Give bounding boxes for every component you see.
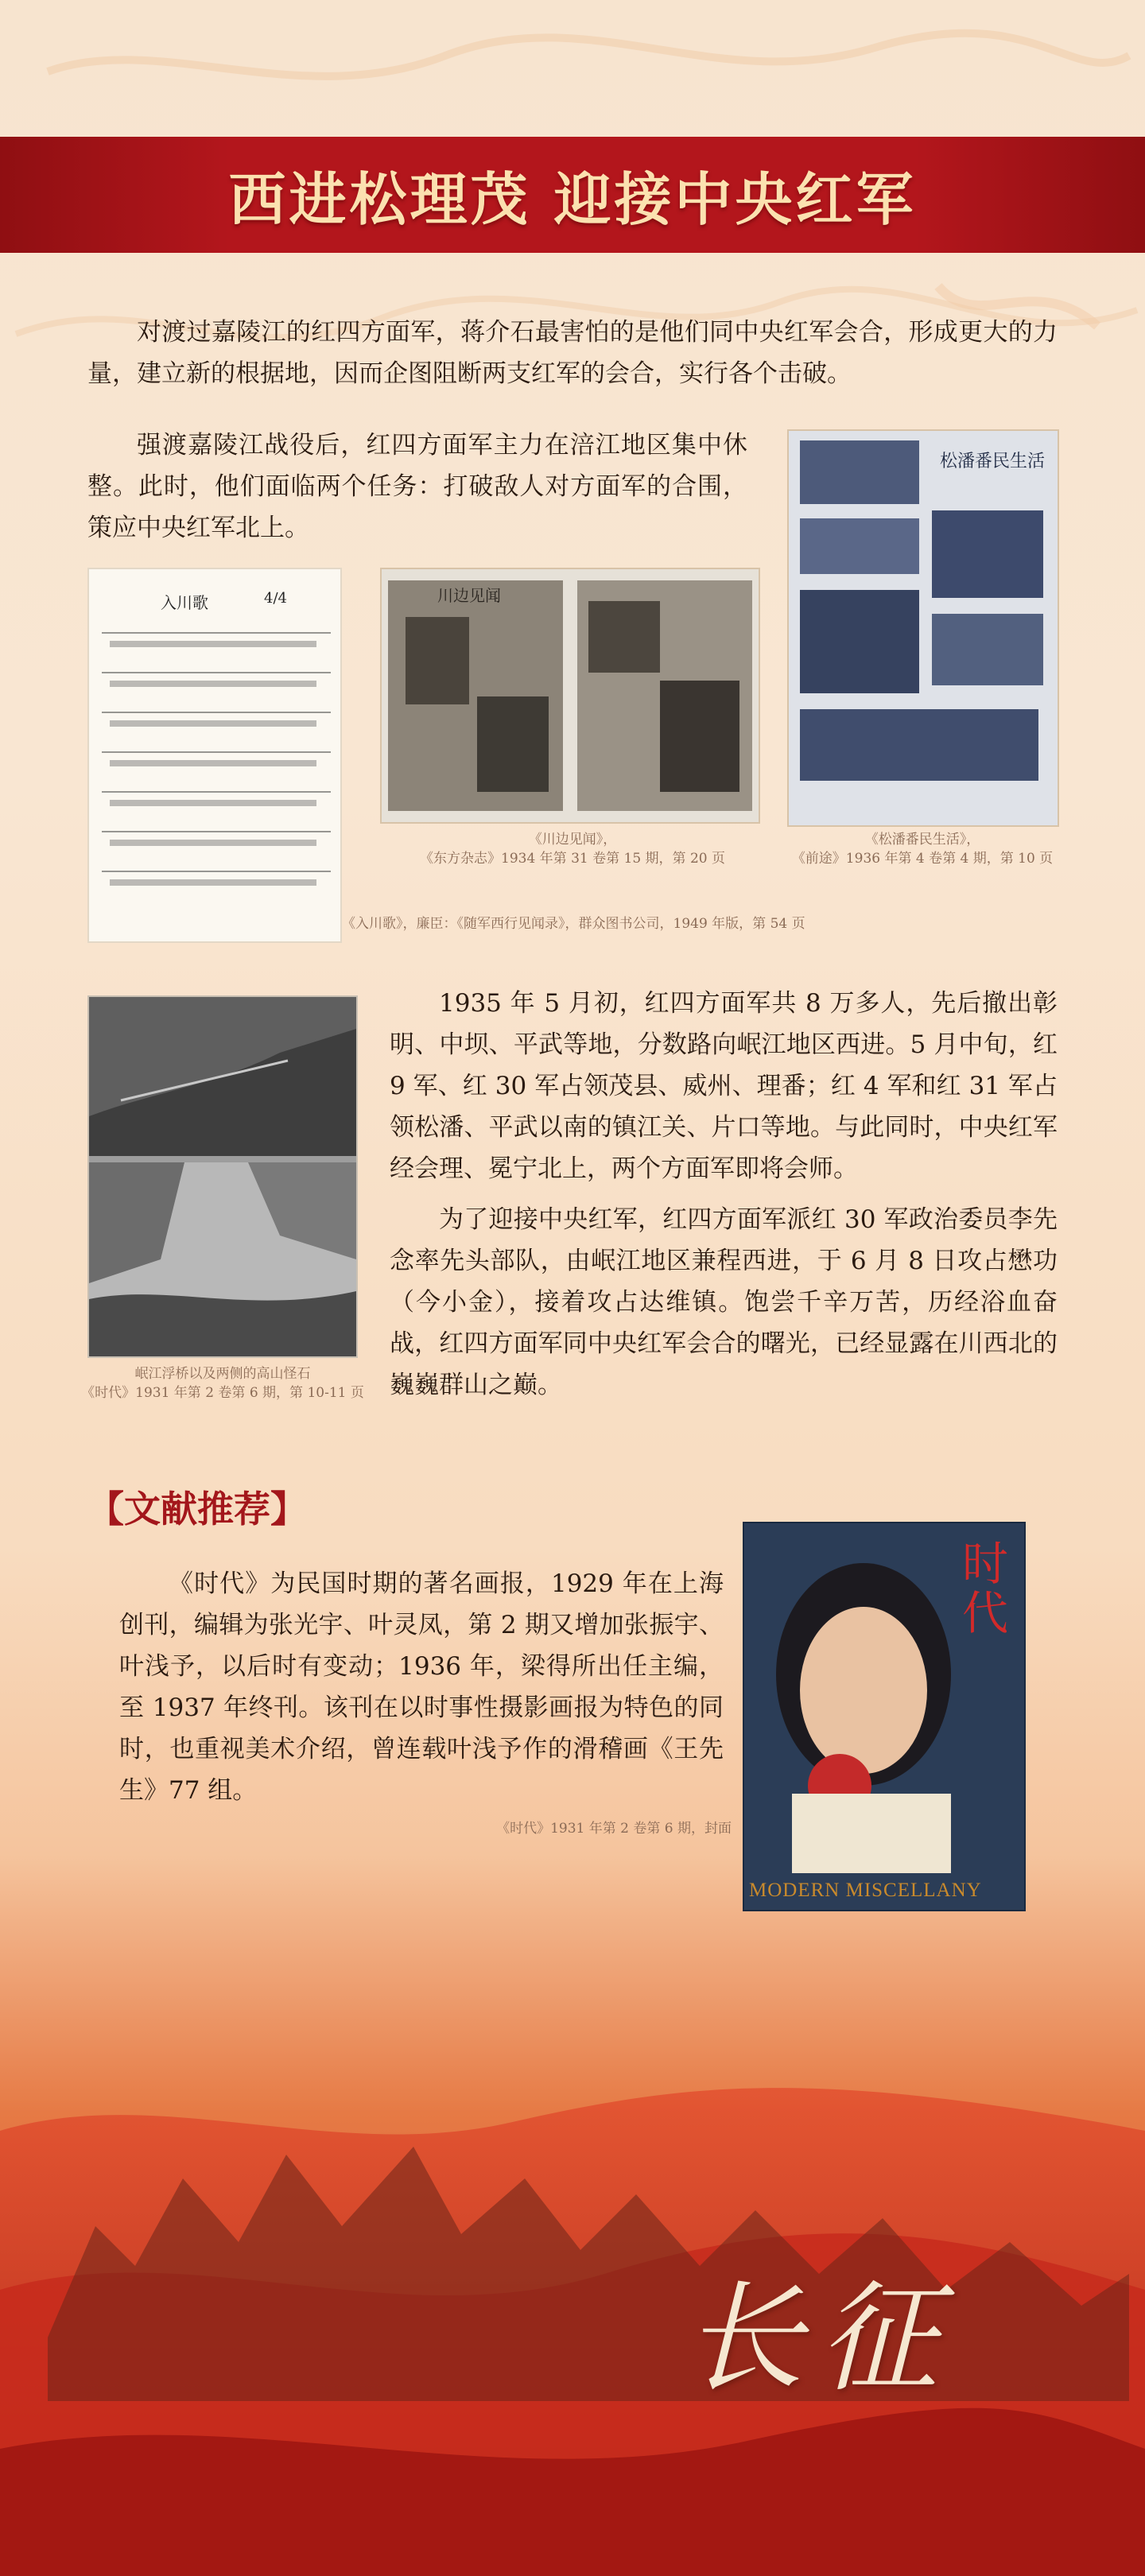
caption-magazine-chuanbian-1: 《川边见闻》， (528, 832, 617, 848)
magazine-chuanbian-photo (380, 568, 760, 824)
song-sheet-image (87, 568, 342, 943)
long-march-calligraphy: 长征 (684, 2270, 955, 2408)
caption-river-1: 岷江浮桥以及两侧的高山怪石 (134, 1366, 311, 1382)
magazine-chuanbian-illustration (382, 569, 759, 822)
song-sheet-notation (102, 625, 331, 927)
magazine-cover-image (743, 1522, 1026, 1911)
sculpture-silhouette (0, 1892, 1145, 2576)
title-banner (0, 137, 1145, 253)
caption-magazine-songpan-1: 《松潘番民生活》， (864, 832, 980, 848)
river-bridge-illustration (89, 997, 356, 1356)
cover-subtitle: MODERN MISCELLANY (749, 1880, 982, 1901)
intro-paragraph: 对渡过嘉陵江的红四方面军，蒋介石最害怕的是他们同中央红军会合，形成更大的力量，建立新的根据地，因而企图阻断两支红军的会合，实行各个击破。 (87, 318, 1058, 388)
caption-song-sheet: 《入川歌》，廉臣：《随军西行见闻录》，群众图书公司，1949 年版，第 54 页 (342, 916, 805, 932)
vanguard-paragraph: 为了迎接中央红军，红四方面军派红 30 军政治委员李先念率先头部队，由岷江地区兼程西进，于 6 月 8 日攻占懋功（今小金），接着攻占达维镇。饱尝千辛万苦，历经浴血奋战，红四方面军同中央红军会合的曙光，已经显露在川西北的巍巍群山之巅。 (390, 1205, 1058, 1399)
westward-march-paragraph: 1935 年 5 月初，红四方面军共 8 万多人，先后撤出彰明、中坝、平武等地，分数路向岷江地区西进。5 月中旬，红 9 军、红 30 军占领茂县、威州、理番；红 4 军和红 31 军占领松潘、平武以南的镇江关、片口等地。与此同时，中央红军经会理、冕宁北上，两个方面军即将会师。 (390, 989, 1058, 1183)
caption-magazine-cover: 《时代》1931 年第 2 卷第 6 期，封面 (496, 1821, 732, 1837)
recommendation-title: 【文献推荐】 (87, 1488, 307, 1530)
magazine-songpan-illustration (789, 431, 1058, 825)
song-sheet-title: 入川歌 (161, 593, 208, 612)
magazine-songpan-photo (787, 429, 1059, 827)
magazine-songpan-heading: 松潘番民生活 (940, 452, 1046, 471)
page-title: 西进松理茂 迎接中央红军 (228, 165, 917, 233)
recommendation-text: 《时代》为民国时期的著名画报，1929 年在上海创刊，编辑为张光宇、叶灵凤，第 2 期又增加张振宇、叶浅予，以后时有变动；1936 年，梁得所出任主编，至 1937 年终刊。该刊在以时事性摄影画报为特色的同时，也重视美术介绍，曾连载叶浅予作的滑稽画《王先生》77 组。 (119, 1569, 724, 1805)
river-bridge-photo (87, 995, 358, 1358)
cover-masthead: 时代 (961, 1537, 1008, 1640)
magazine-chuanbian-heading: 川边见闻 (437, 586, 501, 605)
caption-river-2: 《时代》1931 年第 2 卷第 6 期，第 10-11 页 (81, 1385, 364, 1401)
rest-paragraph: 强渡嘉陵江战役后，红四方面军主力在涪江地区集中休整。此时，他们面临两个任务：打破敌人对方面军的合围，策应中央红军北上。 (87, 431, 747, 542)
song-sheet-time-mark: 4/4 (264, 590, 287, 607)
caption-magazine-songpan-2: 《前途》1936 年第 4 卷第 4 期，第 10 页 (791, 851, 1054, 867)
caption-magazine-chuanbian-2: 《东方杂志》1934 年第 31 卷第 15 期，第 20 页 (420, 851, 725, 867)
